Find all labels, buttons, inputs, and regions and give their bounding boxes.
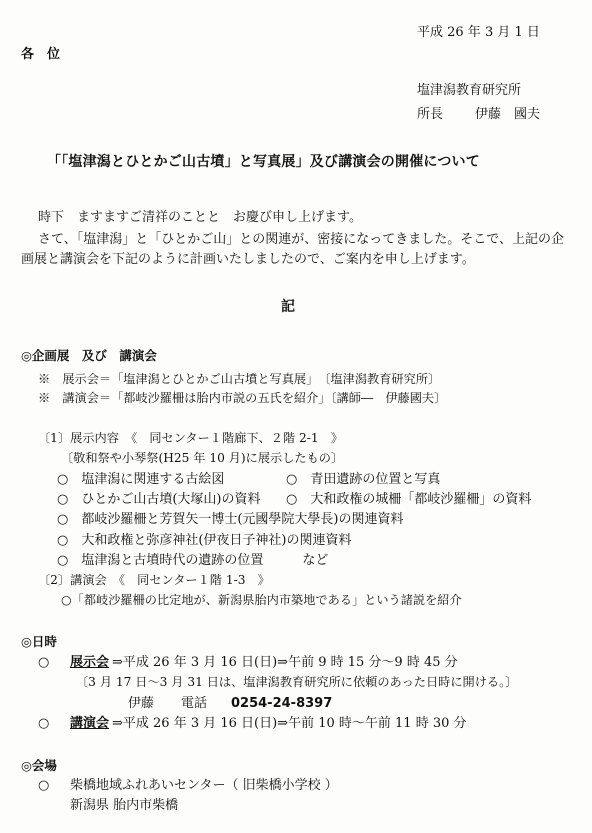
exhibit-item: ○ 青田遺跡の位置と写真 — [286, 472, 441, 487]
exhibit-item: ○ 大和政権と弥彦神社(伊夜日子神社)の関連資料 — [57, 533, 352, 548]
document-date: 平成 26 年 3 月 1 日 — [417, 25, 540, 40]
exhibition-line: ※ 展示会＝「塩津潟とひとかご山古墳と写真展」 〔塩津潟教育研究所〕 — [38, 372, 441, 386]
intro-line-3: 画展と講演会を下記のように計画いたしましたので、ご案内を申し上げます。 — [21, 252, 475, 267]
contact-label: 電話 — [181, 696, 208, 711]
intro-line-2: さて、「塩津潟」と「ひとかご山」との関連が、密接になってきました。そこで、上記の企 — [38, 232, 564, 247]
exhibit-item: ○ 都岐沙羅柵と芳賀矢一博士(元國學院大學長)の関連資料 — [57, 512, 404, 527]
schedule-note: 〔3 月 17 日〜3 月 31 日は、塩津潟教育研究所に依頼のあった日時に開ける。〕 — [76, 675, 518, 689]
exhibit-item: ○ 大和政権の城柵「都岐沙羅柵」の資料 — [286, 492, 532, 507]
lecture-line: ※ 講演会＝「都岐沙羅柵は胎内市説の五氏を紹介」〔講師― 伊藤國夫〕 — [38, 391, 447, 405]
addressee: 各 位 — [21, 47, 61, 62]
organization-name: 塩津潟教育研究所 — [417, 83, 522, 98]
venue-name: 柴橋地域ふれあいセンター（ 旧柴橋小学校 ） — [70, 778, 338, 793]
ki-marker: 記 — [281, 299, 295, 315]
exhibit-item: ○ ひとかご山古墳(大塚山)の資料 — [57, 492, 261, 507]
contact-phone: 0254-24-8397 — [231, 696, 333, 711]
lecture-item: ○「都岐沙羅柵の比定地が、新潟県胎内市築地である」という諸説を紹介 — [61, 593, 462, 607]
exhibit-sub: 〔敬和祭や小琴祭(H25 年 10 月)に展示したもの〕 — [61, 451, 344, 465]
exhibit-item: ○ 塩津潟と古墳時代の遺跡の位置 など — [57, 553, 329, 568]
schedule-bullet: ○ — [38, 655, 50, 670]
venue-heading: ◎会場 — [21, 758, 57, 773]
lecture-date-label: 講演会 — [70, 716, 110, 731]
intro-line-1: 時下 ますますご清祥のことと お慶び申し上げます。 — [38, 210, 362, 225]
venue-address: 新潟県 胎内市柴橋 — [70, 798, 179, 813]
event-heading: ◎企画展 及び 講演会 — [21, 348, 157, 363]
venue-bullet: ○ — [38, 778, 50, 793]
exhibit-item: ○ 塩津潟に関連する古絵図 — [57, 472, 225, 487]
exhibit-date-label: 展示会 — [70, 655, 110, 670]
lecture-date-text: ⇒平成 26 年 3 月 16 日(日)⇒午前 10 時〜午前 11 時 30 分 — [112, 716, 467, 731]
exhibit-date-text: ⇒平成 26 年 3 月 16 日(日)⇒午前 9 時 15 分〜9 時 45 分 — [112, 655, 458, 670]
schedule-bullet: ○ — [38, 716, 50, 731]
lecture-heading: 〔2〕講演会 《 同センター１階 1-3 》 — [38, 573, 270, 587]
director-name: 伊藤 國夫 — [475, 107, 541, 122]
schedule-heading: ◎日時 — [21, 634, 57, 649]
document-title: 「「塩津潟とひとかご山古墳」と写真展」及び講演会の開催について — [47, 154, 480, 170]
contact-name: 伊藤 — [128, 696, 155, 711]
director-title: 所長 — [417, 107, 444, 122]
exhibit-heading: 〔1〕展示内容 《 同センター１階廊下、２階 2-1 》 — [38, 431, 343, 445]
